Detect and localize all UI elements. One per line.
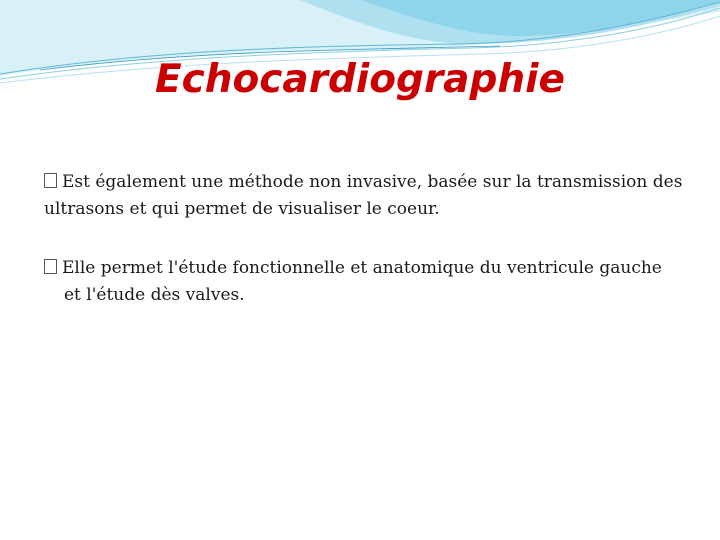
bullet-item-2 — [44, 255, 684, 309]
bullet-text-2: Elle permet l'étude fonctionnelle et anatomique du ventricule gauche et l'étude dès valves. — [62, 258, 662, 305]
bullet-item-1 — [44, 169, 684, 223]
missing-glyph-box-icon — [44, 259, 57, 274]
bullet-text-1: Est également une méthode non invasive, basée sur la transmission des ultrasons et qui permet de visualiser le coeur. — [44, 172, 683, 219]
slide-title: Echocardiographie — [154, 57, 566, 102]
missing-glyph-box-icon — [44, 173, 57, 188]
slide-body — [44, 152, 684, 341]
